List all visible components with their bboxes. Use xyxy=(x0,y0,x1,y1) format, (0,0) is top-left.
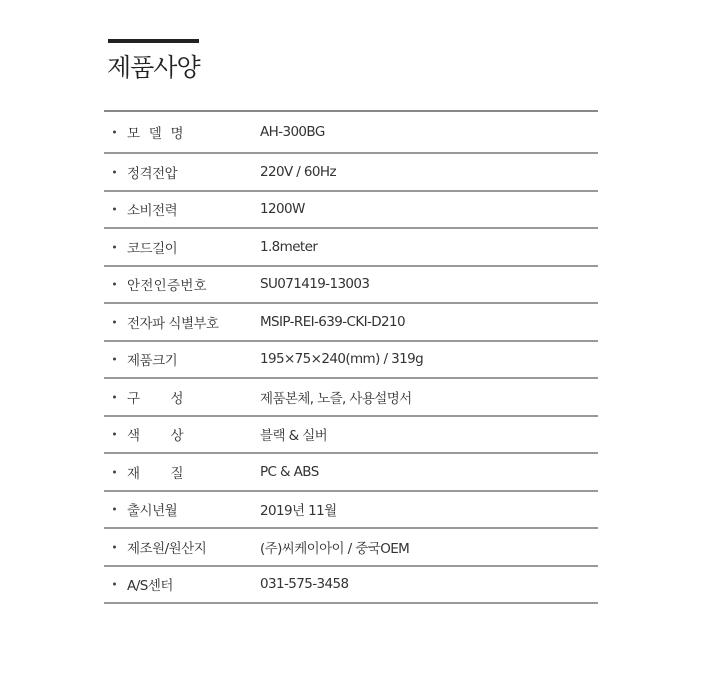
spec-label: 코드길이 xyxy=(127,240,178,257)
spec-label: 색 상 xyxy=(127,428,183,445)
bullet-icon xyxy=(113,283,116,286)
spec-label: 제조원/원산지 xyxy=(127,540,207,557)
bullet-icon xyxy=(113,245,116,248)
bullet-icon xyxy=(113,433,116,436)
spec-row-color xyxy=(104,417,598,455)
bullet-icon xyxy=(113,395,116,398)
spec-value: AH-300BG xyxy=(260,124,325,140)
spec-value: SU071419-13003 xyxy=(260,276,370,293)
spec-label: 안 전 인 증 번 호 xyxy=(127,278,205,295)
spec-value: 제품본체, 노즐, 사용설명서 xyxy=(260,390,412,407)
spec-row-model xyxy=(104,112,598,154)
bullet-icon xyxy=(113,583,116,586)
spec-row-material xyxy=(104,454,598,492)
bullet-icon xyxy=(113,170,116,173)
spec-row-power xyxy=(104,192,598,230)
spec-row-size xyxy=(104,342,598,380)
spec-label: 전자파 식별부호 xyxy=(127,315,219,332)
spec-value: (주)씨케이아이 / 중국OEM xyxy=(260,540,410,557)
spec-row-components xyxy=(104,379,598,417)
spec-value: 블랙 & 실버 xyxy=(260,428,328,445)
spec-row-safety-cert xyxy=(104,267,598,305)
bullet-icon xyxy=(113,131,116,134)
spec-value: 1200W xyxy=(260,201,305,218)
spec-row-release xyxy=(104,492,598,530)
spec-label: 제품크기 xyxy=(127,353,178,370)
spec-value: 220V / 60Hz xyxy=(260,163,336,180)
bullet-icon xyxy=(113,545,116,548)
spec-row-voltage xyxy=(104,154,598,192)
spec-table xyxy=(104,110,598,604)
spec-value: PC & ABS xyxy=(260,463,319,480)
bullet-icon xyxy=(113,208,116,211)
spec-value: 195×75×240(mm) / 319g xyxy=(260,351,424,368)
page-title: 제품사양 xyxy=(107,53,200,82)
spec-label: 소비전력 xyxy=(127,203,178,220)
bullet-icon xyxy=(113,508,116,511)
spec-value: 1.8meter xyxy=(260,238,318,255)
bullet-icon xyxy=(113,470,116,473)
spec-value: 031-575-3458 xyxy=(260,576,349,593)
spec-label: 구 성 xyxy=(127,390,183,407)
spec-row-as-center xyxy=(104,567,598,605)
bullet-icon xyxy=(113,320,116,323)
spec-value: 2019년 11월 xyxy=(260,503,337,520)
spec-label: A/S센터 xyxy=(127,578,173,595)
spec-row-manufacturer xyxy=(104,529,598,567)
spec-label: 모 델 명 xyxy=(127,126,183,142)
spec-label: 정격전압 xyxy=(127,165,178,182)
spec-label: 재 질 xyxy=(127,465,183,482)
spec-row-emc-id xyxy=(104,304,598,342)
spec-value: MSIP-REI-639-CKI-D210 xyxy=(260,313,406,330)
title-underline xyxy=(108,39,199,43)
spec-row-cord xyxy=(104,229,598,267)
bullet-icon xyxy=(113,358,116,361)
spec-label: 출시년월 xyxy=(127,503,178,520)
